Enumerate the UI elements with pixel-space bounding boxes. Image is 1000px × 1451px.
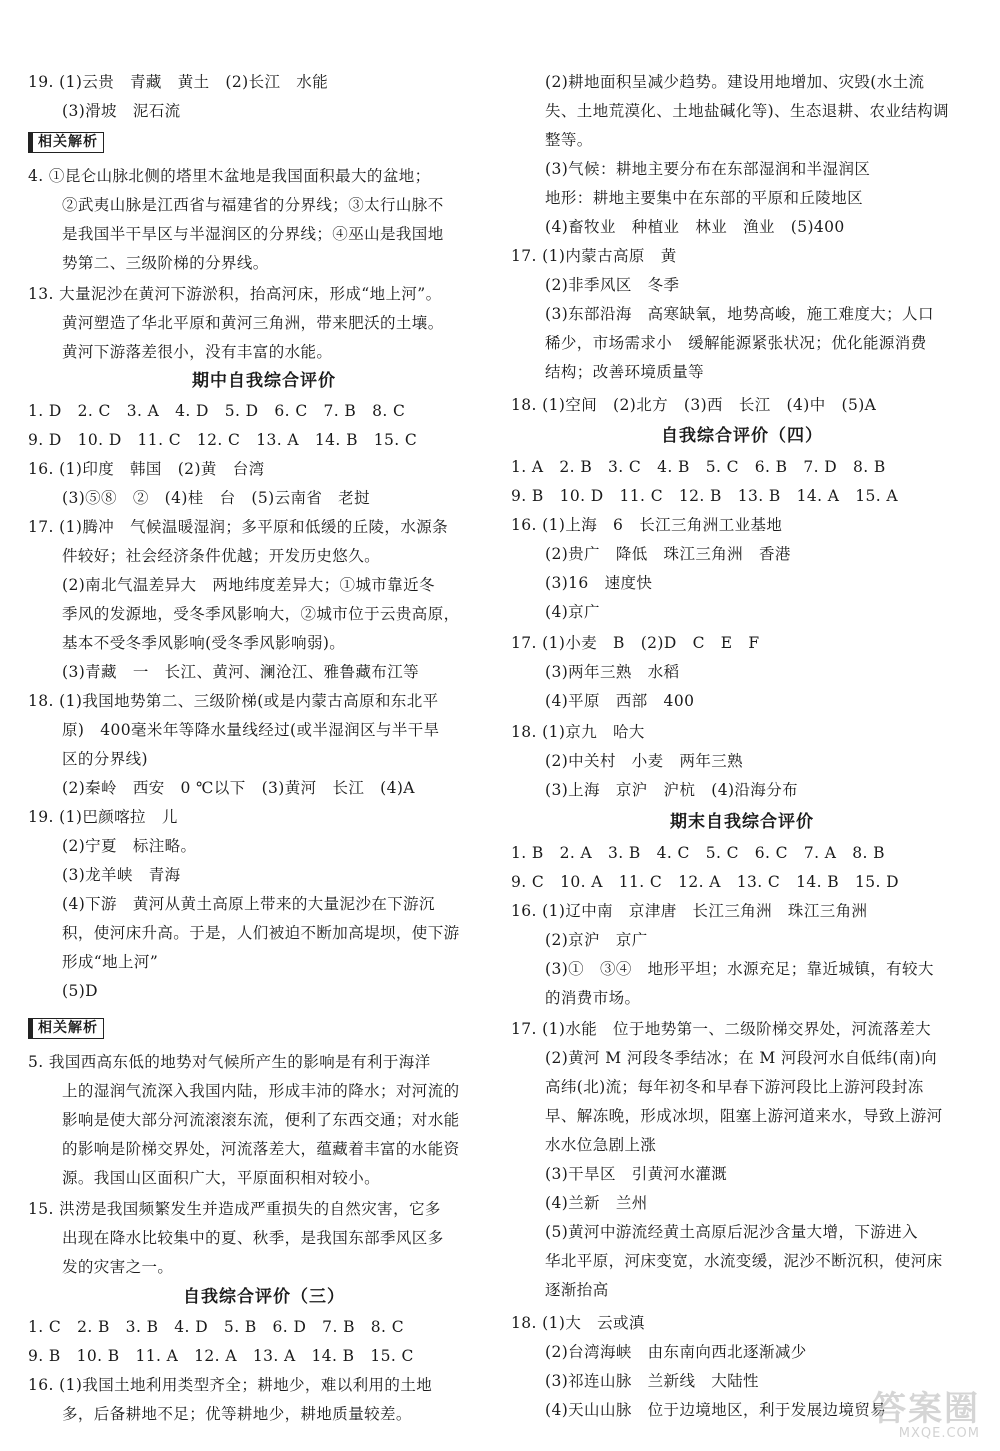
answer-line: 基本不受冬季风影响(受冬季风影响弱)。 [62, 634, 346, 652]
answer-line: (3)滑坡 泥石流 [62, 102, 181, 120]
answer-line: (3)① ③④ 地形平坦；水源充足；靠近城镇，有较大 [545, 960, 934, 978]
answer-line: 16. (1)辽中南 京津唐 长江三角洲 珠江三角洲 [511, 902, 868, 920]
answer-line: 16. (1)上海 6 长江三角洲工业基地 [511, 516, 783, 534]
analysis-line: 是我国半干旱区与半湿润区的分界线；④巫山是我国地 [62, 225, 444, 243]
answer-line: 早、解冻晚，形成冰坝，阻塞上游河道来水，导致上游河 [545, 1107, 943, 1125]
answer-line: (2)南北气温差异大 两地纬度差异大；①城市靠近冬 [62, 576, 435, 594]
answer-line: 原) 400毫米年等降水量线经过(或半湿润区与半干旱 [62, 721, 440, 739]
section-title-final: 期末自我综合评价 [670, 812, 814, 832]
answer-line: 水水位急剧上涨 [545, 1136, 657, 1154]
analysis-tag: 相关解析 [28, 132, 104, 153]
analysis-tag: 相关解析 [28, 1018, 104, 1039]
answer-line: 18. (1)京九 哈大 [511, 723, 645, 741]
answer-line: 9. C 10. A 11. C 12. A 13. C 14. B 15. D [511, 873, 899, 891]
answer-line: 1. D 2. C 3. A 4. D 5. D 6. C 7. B 8. C [28, 402, 406, 420]
answer-line: (3)两年三熟 水稻 [545, 663, 680, 681]
answer-line: (2)中关村 小麦 两年三熟 [545, 752, 744, 770]
answer-line: (2)秦岭 西安 0 ℃以下 (3)黄河 长江 (4)A [62, 779, 415, 797]
answer-line: 失、土地荒漠化、土地盐碱化等)、生态退耕、农业结构调 [545, 102, 949, 120]
answer-line: (4)畜牧业 种植业 林业 渔业 (5)400 [545, 218, 845, 236]
answer-line: 9. B 10. D 11. C 12. B 13. B 14. A 15. A [511, 487, 899, 505]
answer-line: (4)兰新 兰州 [545, 1194, 648, 1212]
answer-line: 区的分界线) [62, 750, 148, 768]
analysis-line: 的影响是阶梯交界处，河流落差大，蕴藏着丰富的水能资 [62, 1140, 460, 1158]
answer-line: 19. (1)巴颜喀拉 儿 [28, 808, 178, 826]
answer-line: 1. B 2. A 3. B 4. C 5. C 6. C 7. A 8. B [511, 844, 885, 862]
analysis-line: 上的湿润气流深入我国内陆，形成丰沛的降水；对河流的 [62, 1082, 460, 1100]
answer-line: 9. B 10. B 11. A 12. A 13. A 14. B 15. C [28, 1347, 414, 1365]
answer-line: 18. (1)大 云或滇 [511, 1314, 645, 1332]
answer-line: (3)⑤⑧ ② (4)桂 台 (5)云南省 老挝 [62, 489, 370, 507]
answer-line: (4)下游 黄河从黄土高原上带来的大量泥沙在下游沉 [62, 895, 435, 913]
analysis-line: 源。我国山区面积广大，平原面积相对较小。 [62, 1169, 381, 1187]
analysis-line: 发的灾害之一。 [62, 1258, 174, 1276]
answer-line: (4)天山山脉 位于边境地区，利于发展边境贸易 [545, 1401, 887, 1419]
analysis-line: 5. 我国西高东低的地势对气候所产生的影响是有利于海洋 [28, 1053, 431, 1071]
answer-line: 多，后备耕地不足；优等耕地少，耕地质量较差。 [62, 1405, 412, 1423]
answer-line: (2)宁夏 标注略。 [62, 837, 197, 855]
answer-line: (3)上海 京沪 沪杭 (4)沿海分布 [545, 781, 799, 799]
answer-line: (4)京广 [545, 603, 600, 621]
answer-line: 18. (1)空间 (2)北方 (3)西 长江 (4)中 (5)A [511, 396, 877, 414]
analysis-line: 影响是使大部分河流滚滚东流，便利了东西交通；对水能 [62, 1111, 460, 1129]
section-title-midterm: 期中自我综合评价 [192, 371, 336, 391]
answer-line: (2)京沪 京广 [545, 931, 648, 949]
analysis-line: 黄河塑造了华北平原和黄河三角洲，带来肥沃的土壤。 [62, 314, 444, 332]
analysis-line: 4. ①昆仑山脉北侧的塔里木盆地是我国面积最大的盆地； [28, 167, 431, 185]
answer-line: 17. (1)小麦 B (2)D C E F [511, 634, 760, 652]
answer-line: (3)龙羊峡 青海 [62, 866, 181, 884]
answer-line: (3)东部沿海 高寒缺氧，地势高峻，施工难度大；人口 [545, 305, 934, 323]
answer-line: 华北平原，河床变宽，水流变缓，泥沙不断沉积，使河床 [545, 1252, 943, 1270]
analysis-line: 13. 大量泥沙在黄河下游淤积，抬高河床，形成“地上河”。 [28, 285, 442, 303]
answer-line: 结构；改善环境质量等 [545, 363, 705, 381]
analysis-line: 势第二、三级阶梯的分界线。 [62, 254, 269, 272]
answer-line: 16. (1)印度 韩国 (2)黄 台湾 [28, 460, 265, 478]
analysis-line: ②武夷山脉是江西省与福建省的分界线；③太行山脉不 [62, 196, 444, 214]
analysis-line: 出现在降水比较集中的夏、秋季，是我国东部季风区多 [62, 1229, 444, 1247]
answer-line: (2)台湾海峡 由东南向西北逐渐减少 [545, 1343, 807, 1361]
answer-line: 整等。 [545, 131, 593, 149]
answer-line: 高纬(北)流；每年初冬和早春下游河段比上游河段封冻 [545, 1078, 924, 1096]
answer-line: (2)贵广 降低 珠江三角洲 香港 [545, 545, 791, 563]
answer-line: 件较好；社会经济条件优越；开发历史悠久。 [62, 547, 381, 565]
section-title-eval-4: 自我综合评价（四） [661, 426, 823, 446]
answer-line: 积，使河床升高。于是，人们被迫不断加高堤坝，使下游 [62, 924, 460, 942]
answer-line: 形成“地上河” [62, 953, 159, 971]
answer-line: 的消费市场。 [545, 989, 641, 1007]
answer-line: 地形：耕地主要集中在东部的平原和丘陵地区 [545, 189, 864, 207]
answer-line: 17. (1)水能 位于地势第一、二级阶梯交界处，河流落差大 [511, 1020, 932, 1038]
answer-line: (2)黄河 M 河段冬季结冰；在 M 河段河水自低纬(南)向 [545, 1049, 938, 1067]
watermark-logo [872, 1381, 980, 1441]
answer-line: (3)气候：耕地主要分布在东部湿润和半湿润区 [545, 160, 871, 178]
answer-line: (2)耕地面积呈减少趋势。建设用地增加、灾毁(水土流 [545, 73, 925, 91]
answer-line: (5)黄河中游流经黄土高原后泥沙含量大增，下游进入 [545, 1223, 918, 1241]
answer-line: (3)青藏 一 长江、黄河、澜沧江、雅鲁藏布江等 [62, 663, 420, 681]
answer-line: (5)D [62, 982, 98, 1000]
answer-line: 1. C 2. B 3. B 4. D 5. B 6. D 7. B 8. C [28, 1318, 404, 1336]
answer-line: 18. (1)我国地势第二、三级阶梯(或是内蒙古高原和东北平 [28, 692, 439, 710]
answer-line: (3)16 速度快 [545, 574, 653, 592]
analysis-line: 15. 洪涝是我国频繁发生并造成严重损失的自然灾害，它多 [28, 1200, 441, 1218]
answer-line: 17. (1)内蒙古高原 黄 [511, 247, 677, 265]
answer-line: 逐渐抬高 [545, 1281, 609, 1299]
answer-line: 稀少，市场需求小 缓解能源紧张状况；优化能源消费 [545, 334, 927, 352]
answer-line: (4)平原 西部 400 [545, 692, 695, 710]
answer-line: 19. (1)云贵 青藏 黄土 (2)长江 水能 [28, 73, 329, 91]
answer-line: (3)干旱区 引黄河水灌溉 [545, 1165, 728, 1183]
answer-line: 1. A 2. B 3. C 4. B 5. C 6. B 7. D 8. B [511, 458, 886, 476]
watermark-text: 答案圈 [872, 1389, 980, 1429]
answer-line: 季风的发源地，受冬季风影响大，②城市位于云贵高原， [62, 605, 460, 623]
answer-line: (2)非季风区 冬季 [545, 276, 680, 294]
answer-line: 9. D 10. D 11. C 12. C 13. A 14. B 15. C [28, 431, 418, 449]
answer-line: (3)祁连山脉 兰新线 大陆性 [545, 1372, 759, 1390]
answer-line: 17. (1)腾冲 气候温暖湿润；多平原和低缓的丘陵，水源条 [28, 518, 449, 536]
section-title-eval-3: 自我综合评价（三） [183, 1287, 345, 1307]
watermark-url: MXQE.COM [898, 1426, 980, 1441]
answer-line: 16. (1)我国土地利用类型齐全；耕地少，难以利用的土地 [28, 1376, 433, 1394]
analysis-line: 黄河下游落差很小，没有丰富的水能。 [62, 343, 333, 361]
